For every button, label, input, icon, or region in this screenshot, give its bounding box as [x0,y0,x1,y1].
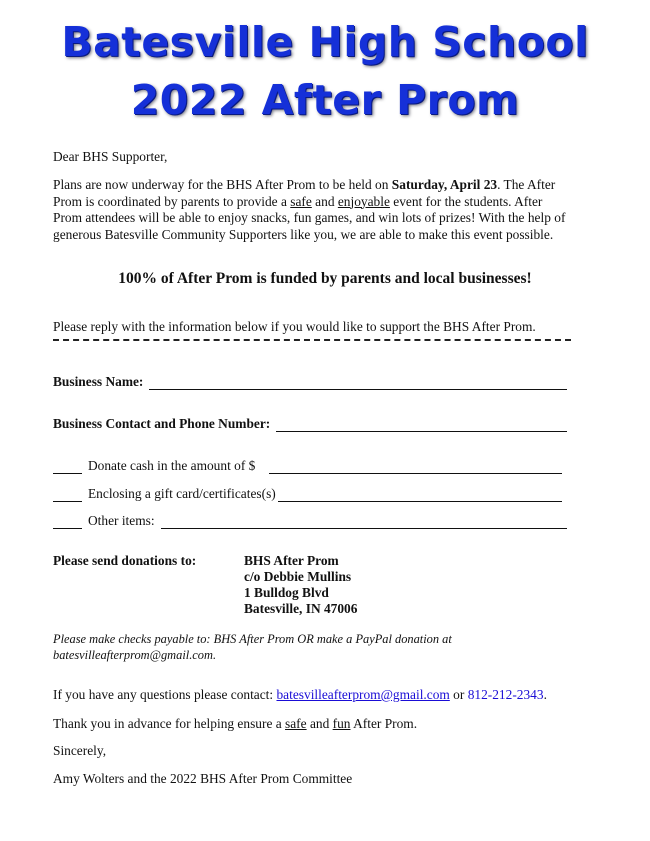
word-enjoyable: enjoyable [337,193,390,209]
questions-line: If you have any questions please contact: batesvilleafterprom@gmail.com or 812-212-2343. [53,687,547,702]
contact-phone[interactable]: 812-212-2343 [467,687,544,702]
gift-card-checkmark-blank[interactable] [53,489,82,502]
address-line-2: c/o Debbie Mullins [244,569,352,584]
intro-line-2: Prom is coordinated by parents to provide a safe and enjoyable event for the students. After [53,193,543,209]
intro-paragraph [53,177,601,243]
intro-line-1: Plans are now underway for the BHS After Prom to be held on Saturday, April 23. The After [53,177,556,192]
salutation: Dear BHS Supporter, [53,149,168,164]
checks-note-line-2: batesvilleafterprom@gmail.com. [53,648,217,662]
business-name-label: Business Name: [53,374,144,389]
gift-card-row [53,486,567,502]
title-school: Batesville High School [61,18,589,66]
donate-cash-label: Donate cash in the amount of $ [88,458,256,473]
checks-note-line-1: Please make checks payable to: BHS After Prom OR make a PayPal donation at [53,632,452,646]
address-line-3: 1 Bulldog Blvd [244,585,329,600]
donate-cash-amount-field[interactable] [269,461,562,474]
thanks-line: Thank you in advance for helping ensure a safe and fun After Prom. [53,716,418,731]
other-items-label: Other items: [88,513,155,528]
send-donations-label: Please send donations to: [53,553,197,568]
signature: Amy Wolters and the 2022 BHS After Prom Committee [53,771,353,786]
event-date: Saturday, April 23 [391,177,498,192]
cut-line-divider [53,339,571,341]
word-safe-2: safe [285,716,307,731]
business-name-field[interactable] [149,377,567,390]
gift-card-label: Enclosing a gift card/certificates(s) [88,486,276,501]
address-line-4: Batesville, IN 47006 [244,601,358,616]
word-safe: safe [290,193,312,209]
checks-payable-note [53,631,452,663]
business-contact-label: Business Contact and Phone Number: [53,416,271,431]
business-contact-field[interactable] [276,419,567,432]
mailing-address [244,553,357,617]
reply-prompt: Please reply with the information below if you would like to support the BHS After Prom. [53,319,536,334]
intro-line-4: generous Batesville Community Supporters like you, we are able to make this event possible. [53,226,554,242]
signoff: Sincerely, [53,743,107,758]
other-items-checkmark-blank[interactable] [53,516,82,529]
word-fun: fun [332,716,351,731]
donate-cash-checkmark-blank[interactable] [53,461,82,474]
other-items-row [53,513,567,529]
title-event: 2022 After Prom [130,76,520,124]
business-name-row [53,374,567,390]
intro-line-3: Prom attendees will be able to enjoy snacks, fun games, and win lots of prizes! With the help of [53,210,566,225]
donate-cash-row [53,458,567,474]
funding-headline: 100% of After Prom is funded by parents and local businesses! [118,270,532,287]
address-line-1: BHS After Prom [244,553,339,568]
other-items-field[interactable] [161,516,567,529]
gift-card-field[interactable] [278,489,562,502]
business-contact-row [53,416,567,432]
contact-email-link[interactable]: batesvilleafterprom@gmail.com [276,687,450,702]
